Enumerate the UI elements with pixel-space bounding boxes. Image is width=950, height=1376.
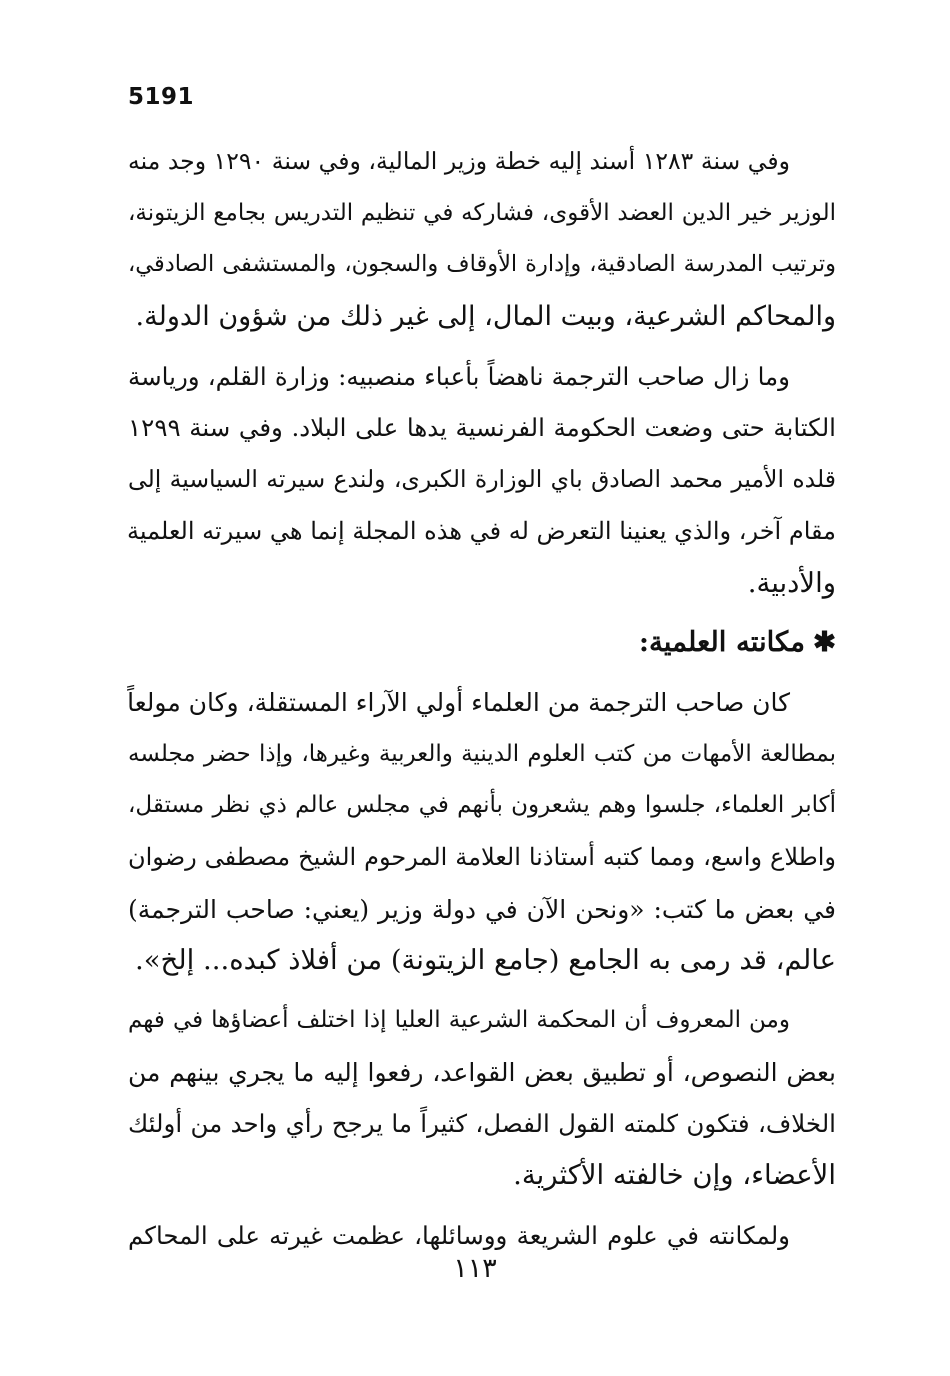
text-line: واطلاع واسع، ومما كتبه أستاذنا العلامة المرحوم الشيخ مصطفى رضوان <box>128 842 836 871</box>
text-line: قلده الأمير محمد الصادق باي الوزارة الكبرى، ولندع سيرته السياسية إلى <box>128 465 836 494</box>
body-text <box>128 136 836 1269</box>
text-line: والمحاكم الشرعية، وبيت المال، إلى غير ذلك من شؤون الدولة. <box>135 301 836 333</box>
text-line: الخلاف، فتكون كلمته القول الفصل، كثيراً ما يرجح رأي واحد من أولئك <box>128 1109 836 1139</box>
text-line: مقام آخر، والذي يعنينا التعرض له في هذه المجلة إنما هي سيرته العلمية <box>127 516 836 545</box>
section-heading <box>128 617 836 669</box>
text-line: الكتابة حتى وضعت الحكومة الفرنسية يدها على البلاد. وفي سنة ١٢٩٩ <box>128 413 836 443</box>
page-code: 5191 <box>128 84 195 110</box>
text-line: ومن المعروف أن المحكمة الشرعية العليا إذا اختلف أعضاؤها في فهم <box>128 1007 790 1033</box>
text-line: وما زال صاحب الترجمة ناهضاً بأعباء منصبيه: وزارة القلم، ورياسة <box>128 361 790 391</box>
text-line: في بعض ما كتب: «ونحن الآن في دولة وزير (يعني: صاحب الترجمة) <box>128 894 836 924</box>
paragraph-scholarly-standing <box>128 677 836 987</box>
text-line: كان صاحب الترجمة من العلماء أولي الآراء المستقلة، وكان مولعاً <box>127 687 790 717</box>
text-line: الأعضاء، وإن خالفته الأكثرية. <box>513 1159 836 1192</box>
text-line: عالم، قد رمى به الجامع (جامع الزيتونة) من أفلاذ كبده... إلخ». <box>134 944 836 977</box>
text-line: والأدبية. <box>747 566 836 599</box>
text-line: وترتيب المدرسة الصادقية، وإدارة الأوقاف والسجون، والمستشفى الصادقي، <box>128 251 836 278</box>
text-line: ولمكانته في علوم الشريعة ووسائلها، عظمت غيرته على المحاكم <box>128 1220 790 1250</box>
text-line: أكابر العلماء، جلسوا وهم يشعرون بأنهم في مجلس عالم ذي نظر مستقل، <box>128 792 836 819</box>
paragraph-finance-ministry <box>128 136 836 343</box>
text-line: الوزير خير الدين العضد الأقوى، فشاركه في تنظيم التدريس بجامع الزيتونة، <box>128 199 836 226</box>
paragraph-sharia-court <box>128 995 836 1202</box>
paragraph-grand-vizier <box>128 351 836 609</box>
page-number: ١١٣ <box>453 1253 497 1284</box>
text-line: بعض النصوص، أو تطبيق بعض القواعد، رفعوا إليه ما يجري بينهم من <box>128 1057 836 1087</box>
text-line: بمطالعة الأمهات من كتب العلوم الدينية والعربية وغيرها، وإذا حضر مجلسه <box>128 740 836 767</box>
section-heading-text: مكانته العلمية: <box>638 626 805 659</box>
text-line: وفي سنة ١٢٨٣ أسند إليه خطة وزير المالية، وفي سنة ١٢٩٠ وجد منه <box>128 147 790 175</box>
asterisk-icon: ✱ <box>812 626 836 659</box>
